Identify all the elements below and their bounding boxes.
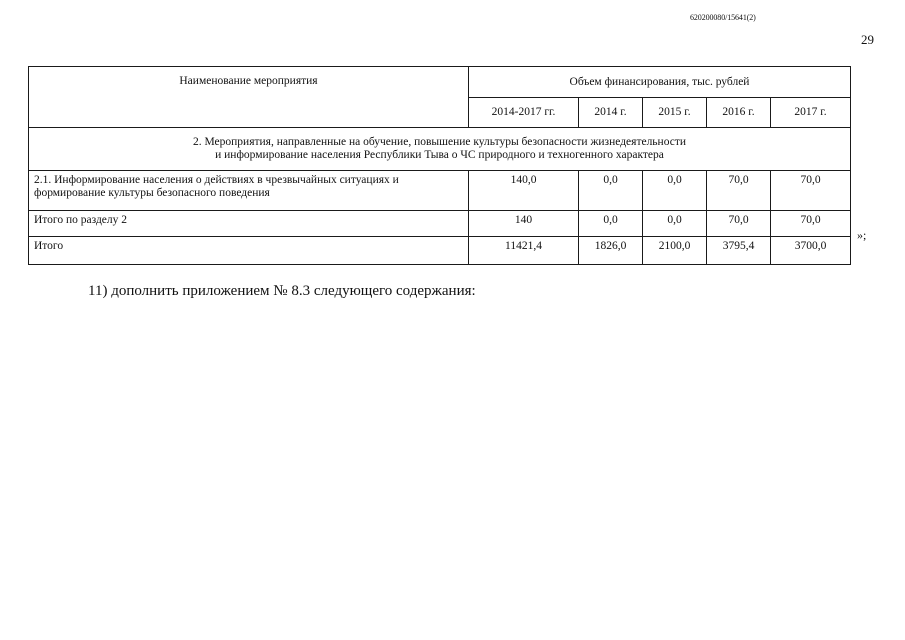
table-cell: 1826,0 (579, 237, 643, 265)
section-row (29, 128, 851, 171)
closing-quote: »; (857, 228, 867, 242)
column-header-year: 2014 г. (579, 98, 643, 128)
table-cell: 70,0 (707, 171, 771, 211)
amendment-paragraph: 11) дополнить приложением № 8.3 следующего содержания: (88, 283, 476, 299)
document-code: 620200080/15641(2) (690, 13, 756, 22)
table-cell: 0,0 (643, 211, 707, 237)
column-header-year: 2017 г. (771, 98, 851, 128)
row-label: Итого по разделу 2 (29, 211, 469, 237)
table-row (29, 211, 851, 237)
page-number: 29 (861, 32, 874, 47)
table-row (29, 171, 851, 211)
section-title (29, 128, 851, 171)
table-cell: 3795,4 (707, 237, 771, 265)
row-label: Итого (29, 237, 469, 265)
table-cell: 3700,0 (771, 237, 851, 265)
table-row (29, 237, 851, 265)
row-label-line: 2.1. Информирование населения о действиях в чрезвычайных ситуациях и (34, 174, 399, 186)
table-cell: 0,0 (579, 211, 643, 237)
table-header-row (29, 67, 851, 98)
table-cell: 0,0 (643, 171, 707, 211)
row-label (29, 171, 469, 211)
table-cell: 70,0 (771, 211, 851, 237)
column-header-year: 2015 г. (643, 98, 707, 128)
financing-table (28, 66, 851, 265)
table-cell: 11421,4 (469, 237, 579, 265)
column-header-financing: Объем финансирования, тыс. рублей (469, 67, 851, 98)
table-cell: 2100,0 (643, 237, 707, 265)
column-header-year: 2016 г. (707, 98, 771, 128)
column-header-name: Наименование мероприятия (29, 67, 469, 128)
section-title-line: 2. Мероприятия, направленные на обучение, повышение культуры безопасности жизнедеятельности (192, 136, 687, 148)
table-cell: 140,0 (469, 171, 579, 211)
section-title-line: и информирование населения Республики Тыва о ЧС природного и техногенного характера (215, 149, 664, 161)
column-header-year: 2014-2017 гг. (469, 98, 579, 128)
table-cell: 0,0 (579, 171, 643, 211)
table-cell: 70,0 (771, 171, 851, 211)
table-cell: 140 (469, 211, 579, 237)
table-cell: 70,0 (707, 211, 771, 237)
row-label-line: формирование культуры безопасного поведения (34, 187, 270, 199)
